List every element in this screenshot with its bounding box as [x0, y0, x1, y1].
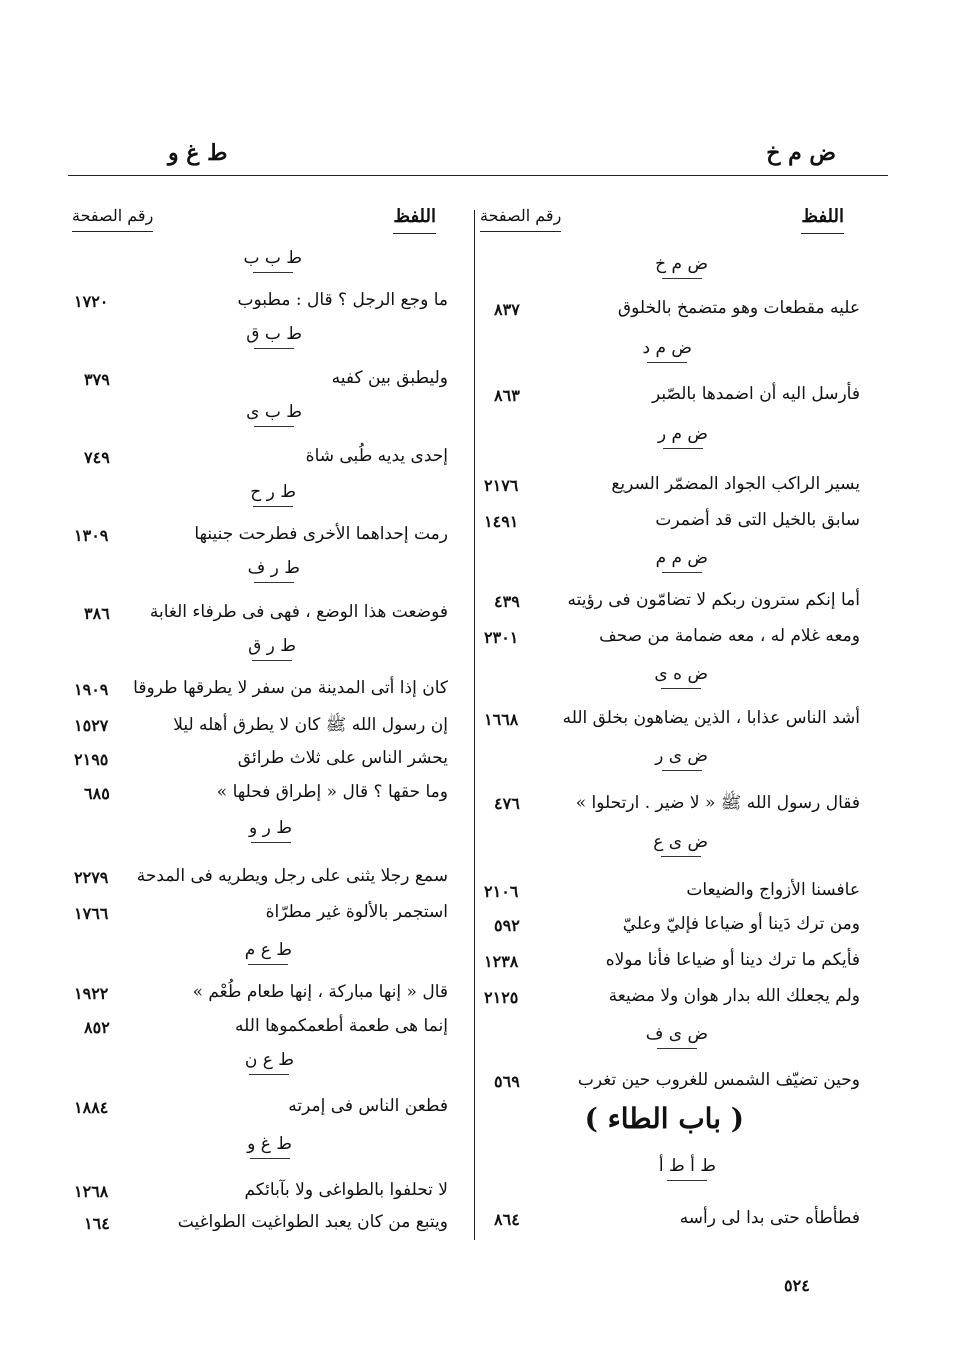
- root-heading: ض ه ى: [654, 664, 708, 689]
- entry-text: فأيكم ما ترك دينا أو ضياعا فأنا مولاه: [605, 950, 860, 970]
- entry-text: إنما هى طعمة أطعمكموها الله: [235, 1016, 448, 1036]
- entry-page: ١٣٠٩: [74, 526, 109, 545]
- entry-text: أشد الناس عذابا ، الذين يضاهون بخلق الله: [562, 708, 860, 728]
- root-heading: ط ر ف: [248, 558, 300, 583]
- entry-page: ١٧٢٠: [74, 292, 109, 311]
- entry-text: عليه مقطعات وهو متضمخ بالخلوق: [617, 298, 860, 318]
- entry-text: يسير الراكب الجواد المضمّر السريع: [611, 474, 860, 494]
- entry-page: ١٤٩١: [484, 512, 519, 531]
- root-heading: ط ر و: [249, 818, 292, 843]
- column-divider: [474, 210, 475, 1240]
- entry-text: أما إنكم سترون ربكم لا تضامّون فى رؤيته: [567, 590, 860, 610]
- col-head-page-right: رقم الصفحة: [480, 206, 561, 232]
- section-title: ( باب الطاء ): [584, 1102, 744, 1135]
- running-header-right: ض م خ: [766, 140, 836, 166]
- entry-page: ١٦٦٨: [484, 710, 519, 729]
- col-head-page-left: رقم الصفحة: [72, 206, 153, 232]
- entry-page: ٢١٠٦: [484, 882, 519, 901]
- entry-text: فقال رسول الله ﷺ « لا ضير . ارتحلوا »: [575, 793, 860, 813]
- entry-text: إن رسول الله ﷺ كان لا يطرق أهله ليلا: [173, 715, 448, 735]
- entry-text: يحشر الناس على ثلاث طرائق: [237, 748, 448, 768]
- entry-text: كان إذا أتى المدينة من سفر لا يطرقها طروقا: [133, 678, 448, 698]
- entry-text: فطعن الناس فى إمرته: [288, 1096, 448, 1116]
- entry-page: ١٥٢٧: [74, 716, 109, 735]
- entry-text: فوضعت هذا الوضع ، فهى فى طرفاء الغابة: [149, 602, 448, 622]
- entry-text: إحدى يديه طُبى شاة: [305, 446, 448, 466]
- root-heading: ض ى ف: [646, 1024, 708, 1049]
- root-heading: ض م د: [643, 338, 692, 363]
- entry-text: استجمر بالألوة غير مطرّاة: [265, 902, 448, 922]
- running-header-left: ط غ و: [168, 140, 228, 166]
- entry-page: ١٩٢٢: [74, 984, 109, 1003]
- entry-page: ٢٣٠١: [484, 628, 519, 647]
- root-heading: ض م م: [656, 548, 708, 573]
- entry-page: ٦٨٥: [84, 784, 110, 803]
- entry-text: عافسنا الأزواج والضيعات: [686, 880, 860, 900]
- entry-text: لا تحلفوا بالطواغى ولا بآبائكم: [244, 1180, 448, 1200]
- entry-page: ٢١٩٥: [74, 750, 109, 769]
- root-heading: ض م خ: [655, 254, 708, 279]
- col-head-word-left: اللفظ: [393, 206, 436, 234]
- root-heading: ط أ ط أ: [659, 1156, 716, 1181]
- col-head-word-right: اللفظ: [801, 206, 844, 234]
- entry-text: وليطبق بين كفيه: [331, 368, 448, 388]
- entry-text: قال « إنها مباركة ، إنها طعام طُعْم »: [192, 982, 448, 1002]
- root-heading: ض ى ع: [653, 832, 708, 857]
- root-heading: ض م ر: [658, 424, 708, 449]
- entry-text: رمت إحداهما الأخرى فطرحت جنينها: [194, 524, 448, 544]
- root-heading: ض ى ر: [655, 746, 708, 771]
- entry-text: ومعه غلام له ، معه ضمامة من صحف: [599, 626, 860, 646]
- entry-page: ٣٨٦: [84, 604, 110, 623]
- root-heading: ط غ و: [247, 1134, 292, 1159]
- entry-page: ٢١٢٥: [484, 988, 519, 1007]
- entry-page: ٤٣٩: [494, 592, 520, 611]
- entry-text: ولم يجعلك الله بدار هوان ولا مضيعة: [608, 986, 860, 1006]
- entry-page: ٢١٧٦: [484, 476, 519, 495]
- root-heading: ط ب ى: [246, 402, 302, 427]
- root-heading: ط ع م: [245, 940, 292, 965]
- entry-page: ١٢٦٨: [74, 1182, 109, 1201]
- entry-text: فطأطأه حتى بدا لى رأسه: [679, 1208, 860, 1228]
- entry-page: ٥٩٢: [494, 916, 520, 935]
- entry-page: ٧٤٩: [84, 448, 110, 467]
- root-heading: ط ب ب: [243, 248, 302, 273]
- entry-page: ٨٣٧: [494, 300, 520, 319]
- root-heading: ط ب ق: [246, 324, 302, 349]
- entry-page: ٣٧٩: [84, 370, 110, 389]
- entry-page: ٨٥٢: [84, 1018, 110, 1037]
- entry-text: ويتبع من كان يعبد الطواغيت الطواغيت: [177, 1212, 448, 1232]
- entry-page: ١٢٣٨: [484, 952, 519, 971]
- entry-text: ومن ترك دَينا أو ضياعا فإليّ وعليّ: [622, 914, 860, 934]
- entry-text: ما وجع الرجل ؟ قال : مطبوب: [237, 290, 448, 310]
- root-heading: ط ع ن: [245, 1050, 294, 1075]
- entry-text: وما حقها ؟ قال « إطراق فحلها »: [216, 782, 448, 802]
- entry-text: سابق بالخيل التى قد أضمرت: [655, 510, 860, 530]
- root-heading: ط ر ح: [250, 482, 296, 507]
- entry-page: ٢٢٧٩: [74, 868, 109, 887]
- entry-page: ١٩٠٩: [74, 680, 109, 699]
- entry-page: ٤٧٦: [494, 794, 520, 813]
- page-number: ٥٢٤: [784, 1276, 810, 1295]
- entry-page: ٨٦٣: [494, 386, 520, 405]
- entry-text: سمع رجلا يثنى على رجل ويطريه فى المدحة: [136, 866, 448, 886]
- entry-page: ١٧٦٦: [74, 904, 109, 923]
- entry-page: ٨٦٤: [494, 1210, 520, 1229]
- entry-page: ١٨٨٤: [74, 1098, 109, 1117]
- entry-page: ٥٦٩: [494, 1072, 520, 1091]
- header-rule: [68, 175, 888, 176]
- entry-page: ١٦٤: [84, 1214, 110, 1233]
- root-heading: ط ر ق: [248, 636, 296, 661]
- entry-text: فأرسل اليه أن اضمدها بالصّبر: [651, 384, 860, 404]
- entry-text: وحين تضيّف الشمس للغروب حين تغرب: [577, 1070, 860, 1090]
